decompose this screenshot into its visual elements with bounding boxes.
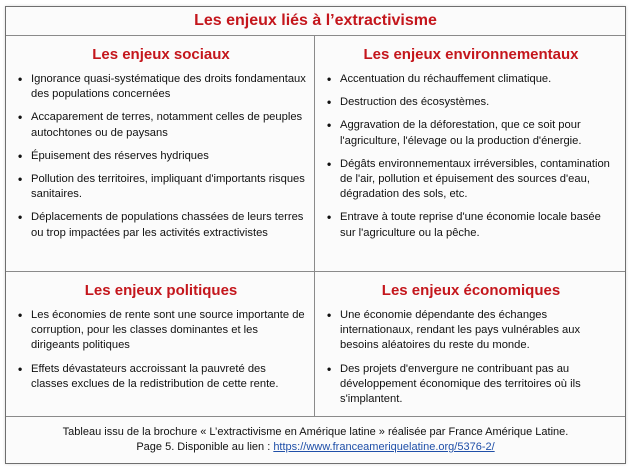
footer-line-2 xyxy=(136,440,494,455)
section-economic xyxy=(315,272,625,417)
list-item: • Une économie dépendante des échanges internationaux, rendant les pays vulnérables aux besoins aléatoires du reste du monde. xyxy=(325,308,617,354)
issues-grid xyxy=(6,36,625,417)
list-item: • Effets dévastateurs accroissant la pauvreté des classes exclues de la redistribution de cette rente. xyxy=(16,362,306,392)
section-political xyxy=(6,272,315,417)
list-economic xyxy=(325,308,617,407)
list-environment xyxy=(325,72,617,241)
list-item: • Dégâts environnementaux irréversibles, contamination de l'air, pollution et épuisement des sources d'eau, dégradation des sols, etc. xyxy=(325,157,617,203)
section-title-environment: Les enjeux environnementaux xyxy=(363,46,579,63)
list-item: • Pollution des territoires, impliquant d'importants risques sanitaires. xyxy=(16,172,306,202)
section-title-social: Les enjeux sociaux xyxy=(92,46,230,63)
list-item: • Des projets d'envergure ne contribuant pas au développement économique des territoires où ils s'implantent. xyxy=(325,362,617,408)
footer-prefix: Page 5. Disponible au lien : xyxy=(136,441,274,453)
list-item: • Épuisement des réserves hydriques xyxy=(16,149,306,164)
list-item: • Accentuation du réchauffement climatique. xyxy=(325,72,617,87)
list-item: • Entrave à toute reprise d'une économie locale basée sur l'agriculture ou la pêche. xyxy=(325,210,617,240)
source-footer xyxy=(6,417,625,463)
list-item: • Déplacements de populations chassées de leurs terres ou trop impactées par les activités extractivistes xyxy=(16,210,306,240)
list-item: • Accaparement de terres, notamment celles de peuples autochtones ou de paysans xyxy=(16,110,306,140)
section-social xyxy=(6,36,315,272)
list-political xyxy=(16,308,306,392)
source-link[interactable]: https://www.franceameriquelatine.org/5376-2/ xyxy=(273,441,495,453)
infographic-table xyxy=(5,6,626,464)
section-title-political: Les enjeux politiques xyxy=(84,282,238,299)
list-social xyxy=(16,72,306,241)
list-item: • Les économies de rente sont une source importante de corruption, pour les classes dominantes et les dirigeants politiques xyxy=(16,308,306,354)
list-item: • Ignorance quasi-systématique des droits fondamentaux des populations concernées xyxy=(16,72,306,102)
section-environment xyxy=(315,36,625,272)
footer-line-1: Tableau issu de la brochure « L’extractivisme en Amérique latine » réalisée par France Amérique Latine. xyxy=(62,426,569,438)
list-item: • Aggravation de la déforestation, que ce soit pour l'agriculture, l'élevage ou la production d'énergie. xyxy=(325,118,617,148)
section-title-economic: Les enjeux économiques xyxy=(381,282,561,299)
list-item: • Destruction des écosystèmes. xyxy=(325,95,617,110)
page-title: Les enjeux liés à l’extractivisme xyxy=(6,7,625,36)
